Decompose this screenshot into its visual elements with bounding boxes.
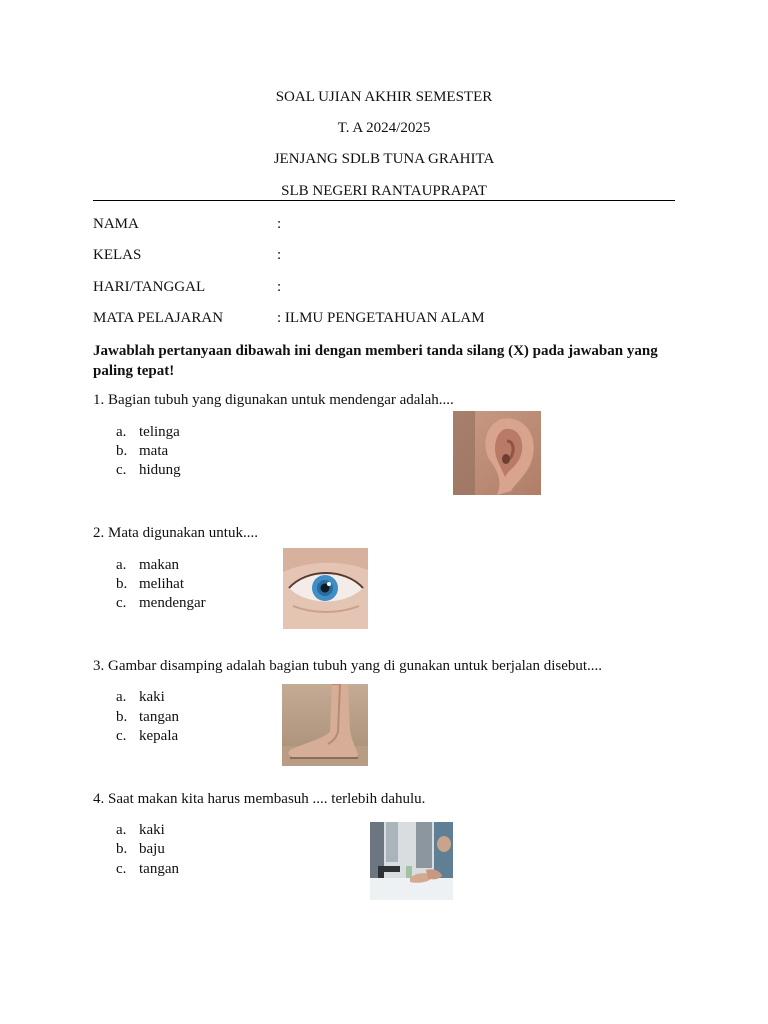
school-level: JENJANG SDLB TUNA GRAHITA [273,151,495,167]
option-letter: b. [116,709,128,725]
option-text: mata [139,443,169,459]
option-letter: c. [116,595,127,611]
mata-pelajaran-value: : ILMU PENGETAHUAN ALAM [277,310,485,326]
header-divider [93,200,675,201]
option-letter: a. [116,424,127,440]
foot-photo [282,684,368,766]
option-letter: b. [116,576,128,592]
option-text: telinga [139,424,180,440]
option-letter: c. [116,462,127,478]
mata-pelajaran-label: MATA PELAJARAN [93,310,224,326]
option-letter: a. [116,557,127,573]
option-letter: c. [116,861,127,877]
option-letter: a. [116,689,127,705]
option-text: mendengar [139,595,206,611]
question-1: 1. Bagian tubuh yang digunakan untuk mendengar adalah.... [93,392,454,408]
question-2: 2. Mata digunakan untuk.... [93,525,258,541]
option-text: makan [139,557,179,573]
option-letter: a. [116,822,127,838]
option-text: kaki [139,822,165,838]
option-text: baju [139,841,165,857]
option-letter: b. [116,841,128,857]
instruction-text: Jawablah pertanyaan dibawah ini dengan memberi tanda silang (X) pada jawaban yang paling tepat! [93,343,658,379]
question-3: 3. Gambar disamping adalah bagian tubuh yang di gunakan untuk berjalan disebut.... [93,658,603,674]
option-text: hidung [139,462,181,478]
option-text: tangan [139,861,179,877]
nama-field: : [277,216,282,232]
kelas-field: : [277,247,282,263]
option-text: melihat [139,576,184,592]
question-4: 4. Saat makan kita harus membasuh .... terlebih dahulu. [93,791,426,807]
kelas-label: KELAS [93,247,142,263]
hari-tanggal-label: HARI/TANGGAL [93,279,206,295]
exam-title: SOAL UJIAN AKHIR SEMESTER [275,89,493,105]
option-letter: c. [116,728,127,744]
school-name: SLB NEGERI RANTAUPRAPAT [281,183,487,199]
option-letter: b. [116,443,128,459]
ear-photo [453,411,541,495]
option-text: kaki [139,689,165,705]
academic-year: T. A 2024/2025 [337,120,431,136]
option-text: tangan [139,709,179,725]
option-text: kepala [139,728,179,744]
nama-label: NAMA [93,216,139,232]
handwashing-photo [370,822,453,900]
hari-tanggal-field: : [277,279,282,295]
eye-photo [283,548,368,629]
